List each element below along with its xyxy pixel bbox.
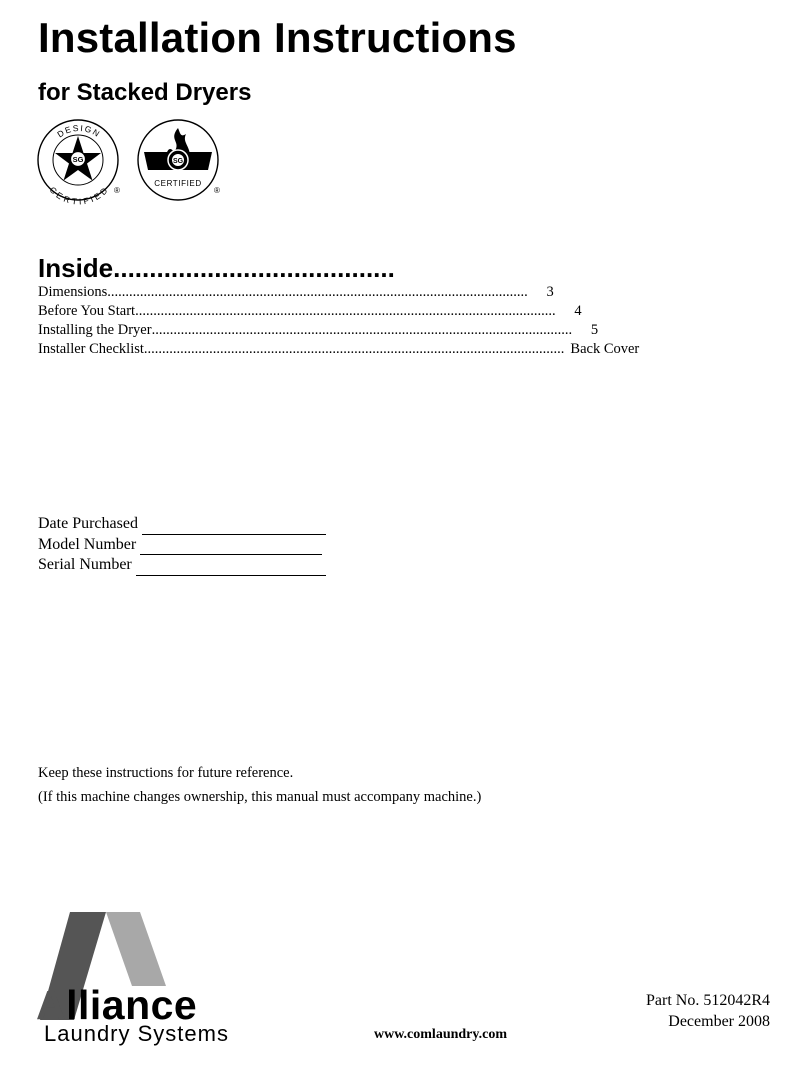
certified-text: CERTIFIED (154, 179, 202, 188)
csa-mark-text: SG (172, 158, 184, 165)
toc-row-installing-the-dryer (38, 321, 599, 340)
toc-label: Installing the Dryer (38, 322, 152, 338)
fill-in-line (140, 539, 322, 555)
toc-leader-dots: .................................................................................................................... (135, 303, 556, 319)
publication-date: December 2008 (668, 1013, 770, 1030)
toc-page: 4 (574, 303, 582, 319)
toc-page: 3 (546, 284, 554, 300)
document-title: Installation Instructions (38, 14, 517, 61)
ownership-note: (If this machine changes ownership, this manual must accompany machine.) (38, 789, 482, 805)
website-url[interactable]: www.comlaundry.com (374, 1027, 507, 1042)
registered-mark: ® (114, 186, 120, 195)
toc-label: Dimensions (38, 284, 108, 300)
seal-top-text: DESIGN (55, 122, 103, 140)
brand-subline: Laundry Systems (44, 1021, 229, 1046)
document-subtitle: for Stacked Dryers (38, 79, 252, 106)
field-label: Date Purchased (38, 515, 138, 532)
seal-bottom-text: CERTIFIED (47, 184, 111, 206)
part-number: Part No. 512042R4 (646, 992, 770, 1009)
purchase-record-fields (38, 514, 326, 576)
fill-in-line (142, 519, 326, 535)
brand-initial: A (36, 982, 67, 1028)
fill-in-line (136, 560, 326, 576)
design-certified-seal (34, 116, 124, 206)
brand-rest: lliance (66, 982, 198, 1028)
serial-number-field (38, 555, 326, 576)
part-info (646, 990, 770, 1032)
toc-row-installer-checklist (38, 340, 640, 359)
field-label: Model Number (38, 535, 137, 553)
toc-leader-dots: .................................................................................................................... (107, 284, 528, 300)
csa-mark-text: SG (72, 155, 84, 164)
toc-page: 5 (590, 322, 599, 338)
registered-mark: ® (214, 186, 220, 195)
keep-instructions-note: Keep these instructions for future reference. (38, 765, 294, 781)
field-label: Serial Number (38, 556, 132, 573)
model-number-field (38, 535, 326, 556)
gas-certified-seal (134, 116, 224, 206)
logo-light-stroke (106, 912, 166, 986)
toc-row-dimensions (38, 283, 554, 302)
toc-row-before-you-start (38, 302, 582, 321)
date-purchased-field (38, 514, 326, 535)
toc-leader-dots: .................................................................................................................... (143, 341, 565, 357)
toc-label: Before You Start (38, 303, 136, 319)
toc-label: Installer Checklist (38, 341, 144, 357)
toc-leader-dots: .................................................................................................................... (151, 322, 573, 338)
table-of-contents (38, 283, 640, 359)
toc-page: Back Cover (570, 341, 640, 357)
inside-heading: Inside....................................... (38, 253, 395, 283)
